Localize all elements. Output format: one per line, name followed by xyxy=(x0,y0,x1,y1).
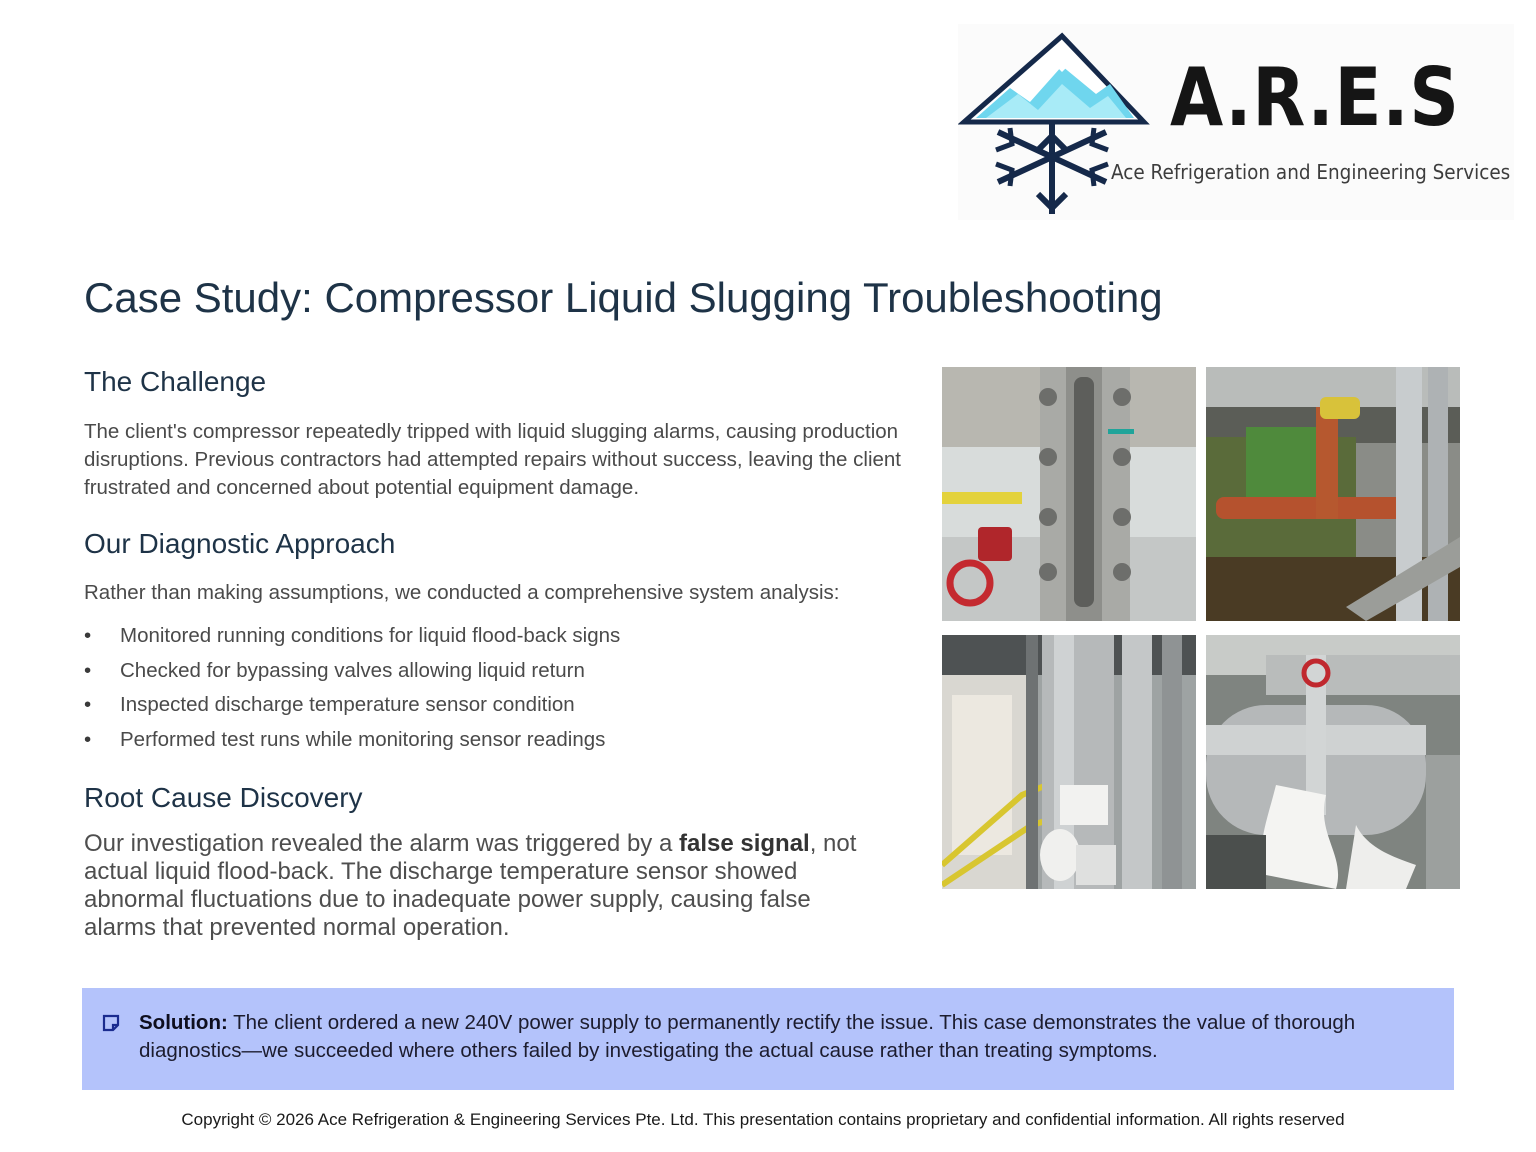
root-cause-text-end: , not actual liquid flood-back. The discharge temperature sensor showed abnormal fluctuations due to inadequate power supply, causing false alarms that prevented normal operation. xyxy=(84,830,857,941)
logo-subtitle: Ace Refrigeration and Engineering Services xyxy=(1111,160,1511,184)
solution-callout xyxy=(82,988,1454,1090)
solution-label: Solution: xyxy=(139,1011,228,1034)
approach-intro: Rather than making assumptions, we conducted a comprehensive system analysis: xyxy=(84,581,840,604)
root-cause-heading: Root Cause Discovery xyxy=(84,782,363,813)
approach-list-item: • Checked for bypassing valves allowing liquid return xyxy=(84,657,620,692)
photo-corroded-pipes xyxy=(1206,367,1460,621)
root-cause-emphasis: false signal xyxy=(678,830,810,857)
challenge-body: The client's compressor repeatedly tripped with liquid slugging alarms, causing production disruptions. Previous contractors had attempted repairs without success, leaving the client frustrated and concerned about potential equipment damage. xyxy=(84,420,901,499)
company-logo xyxy=(958,24,1514,220)
mountain-snowflake-icon xyxy=(958,32,1158,222)
approach-list-item: • Inspected discharge temperature sensor condition xyxy=(84,691,620,726)
logo-title: A.R.E.S xyxy=(1170,51,1460,144)
approach-heading: Our Diagnostic Approach xyxy=(84,528,396,559)
note-icon xyxy=(102,1014,120,1032)
page-title: Case Study: Compressor Liquid Slugging Troubleshooting xyxy=(84,274,1163,321)
approach-list-item: • Performed test runs while monitoring sensor readings xyxy=(84,726,620,761)
photo-vertical-pipes xyxy=(942,635,1196,889)
footer-copyright: Copyright © 2026 Ace Refrigeration & Engineering Services Pte. Ltd. This presentation contains proprietary and confidential information. All rights reserved xyxy=(181,1110,1345,1129)
solution-body: The client ordered a new 240V power supply to permanently rectify the issue. This case demonstrates the value of thorough diagnostics—we succeeded where others failed by investigating the actual cause rather than treating symptoms. xyxy=(139,1011,1356,1062)
photo-sight-glass xyxy=(942,367,1196,621)
solution-text xyxy=(139,1009,1429,1065)
root-cause-text-start: Our investigation revealed the alarm was triggered by a xyxy=(84,830,679,857)
challenge-heading: The Challenge xyxy=(84,366,267,397)
approach-list-item: • Monitored running conditions for liquid flood-back signs xyxy=(84,622,620,657)
photo-frosted-vessel xyxy=(1206,635,1460,889)
root-cause-text xyxy=(84,830,884,942)
approach-list xyxy=(84,622,620,760)
